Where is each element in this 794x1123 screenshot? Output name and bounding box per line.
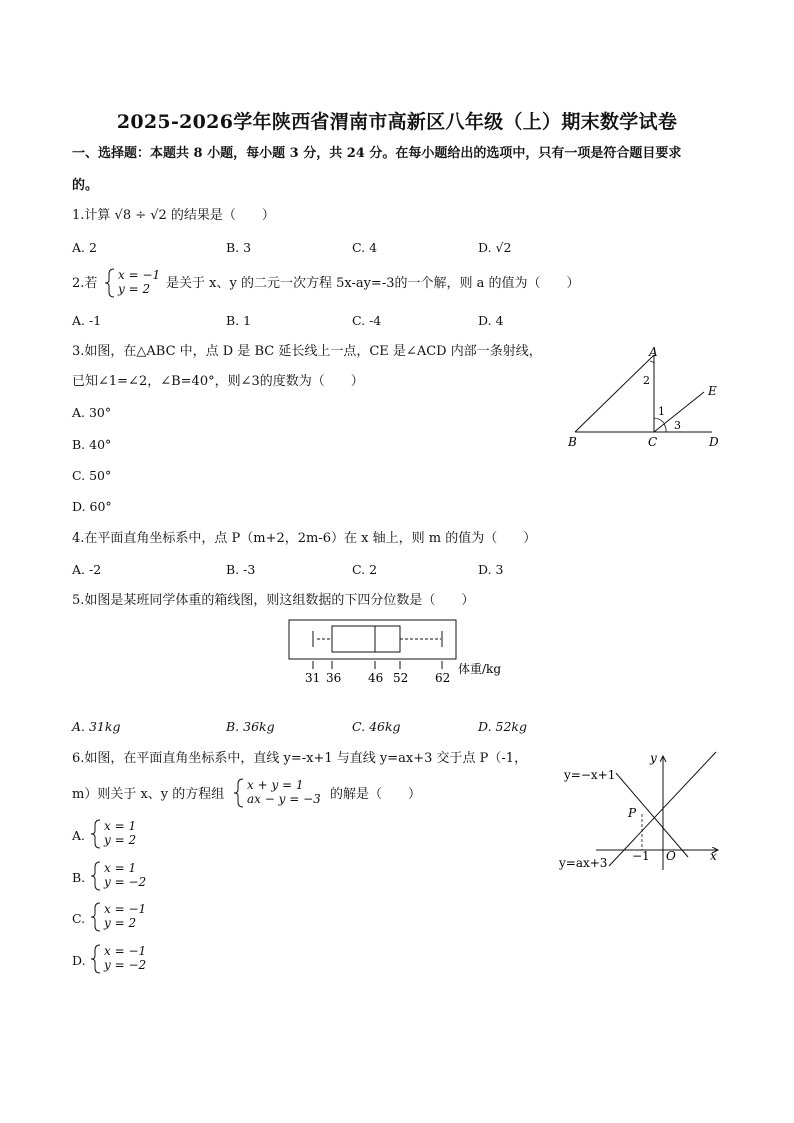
angle2-arc bbox=[650, 361, 654, 363]
q6-option-c[interactable] bbox=[90, 902, 150, 932]
q6-option-d[interactable] bbox=[90, 944, 150, 974]
brace-icon bbox=[90, 944, 102, 974]
q2-option-b[interactable]: B. 1 bbox=[226, 313, 252, 328]
q2-sys-line2: y = 2 bbox=[118, 282, 151, 296]
q1-stem: 1.计算 √8 ÷ √2 的结果是（ ） bbox=[72, 208, 275, 223]
angle3-arc bbox=[664, 424, 666, 432]
q6-c-line1: x = −1 bbox=[104, 902, 147, 916]
q1-option-c[interactable]: C. 4 bbox=[352, 240, 378, 255]
q2-sys-line1: x = −1 bbox=[118, 268, 161, 282]
tick-label-36: 36 bbox=[326, 671, 342, 685]
q6-equation-system bbox=[233, 778, 328, 808]
label-p: P bbox=[628, 806, 637, 820]
brace-icon bbox=[233, 778, 245, 808]
q3-option-d[interactable]: D. 60° bbox=[72, 499, 112, 514]
q2-option-c[interactable]: C. -4 bbox=[352, 313, 382, 328]
brace-icon bbox=[104, 268, 116, 298]
q6-sys-line1: x + y = 1 bbox=[247, 778, 304, 792]
q2-prefix: 2.若 bbox=[72, 276, 98, 291]
q6-d-line2: y = −2 bbox=[104, 958, 147, 972]
label-d: D bbox=[709, 435, 719, 449]
q6-stem-line1: 6.如图，在平面直角坐标系中，直线 y=-x+1 与直线 y=ax+3 交于点 P（-1， bbox=[72, 751, 528, 766]
q1-option-b[interactable]: B. 3 bbox=[226, 240, 252, 255]
q6-option-b-label[interactable]: B. bbox=[72, 870, 86, 885]
q5-option-c[interactable]: C. 46kg bbox=[352, 719, 401, 734]
label-line1: y=−x+1 bbox=[564, 768, 616, 782]
q6-option-a-label[interactable]: A. bbox=[72, 828, 86, 843]
q5-option-b[interactable]: B. 36kg bbox=[226, 719, 275, 734]
label-b: B bbox=[568, 435, 577, 449]
q3-stem-line2: 已知∠1=∠2，∠B=40°，则∠3的度数为（ ） bbox=[72, 374, 364, 389]
tick-label-31: 31 bbox=[305, 671, 321, 685]
q4-stem: 4.在平面直角坐标系中，点 P（m+2，2m-6）在 x 轴上，则 m 的值为（ ） bbox=[72, 531, 537, 546]
q4-option-d[interactable]: D. 3 bbox=[478, 562, 504, 577]
q2-stem: 是关于 x、y 的二元一次方程 5x-ay=-3的一个解，则 a 的值为（ ） bbox=[166, 276, 580, 291]
q6-stem-line2-post: 的解是（ ） bbox=[330, 787, 422, 802]
q6-option-b[interactable] bbox=[90, 861, 150, 891]
q3-option-b[interactable]: B. 40° bbox=[72, 437, 112, 452]
q5-option-a[interactable]: A. 31kg bbox=[72, 719, 121, 734]
label-o: O bbox=[666, 849, 676, 863]
q6-d-line1: x = −1 bbox=[104, 944, 147, 958]
q3-option-a[interactable]: A. 30° bbox=[72, 405, 112, 420]
line-y-neg-x-plus-1 bbox=[616, 773, 688, 857]
q5-stem: 5.如图是某班同学体重的箱线图，则这组数据的下四分位数是（ ） bbox=[72, 593, 475, 608]
q4-option-b[interactable]: B. -3 bbox=[226, 562, 256, 577]
q4-option-c[interactable]: C. 2 bbox=[352, 562, 378, 577]
label-c: C bbox=[648, 435, 658, 449]
label-angle3: 3 bbox=[674, 419, 681, 432]
q6-stem-line2-pre: m）则关于 x、y 的方程组 bbox=[72, 787, 225, 802]
q6-option-c-label[interactable]: C. bbox=[72, 911, 86, 926]
line-ab bbox=[575, 355, 654, 432]
brace-icon bbox=[90, 819, 102, 849]
section-header: 一、选择题：本题共 8 小题，每小题 3 分，共 24 分。在每小题给出的选项中，只有一项是符合题目要求 bbox=[72, 146, 682, 161]
page-title: 2025-2026学年陕西省渭南市高新区八年级（上）期末数学试卷 bbox=[116, 111, 678, 133]
angle1-arc bbox=[654, 418, 664, 423]
label-a: A bbox=[649, 345, 658, 359]
q6-option-a[interactable] bbox=[90, 819, 150, 849]
section-header-cont: 的。 bbox=[72, 178, 99, 193]
q3-option-c[interactable]: C. 50° bbox=[72, 468, 112, 483]
label-angle1: 1 bbox=[658, 405, 665, 418]
q2-option-a[interactable]: A. -1 bbox=[72, 313, 102, 328]
q6-b-line2: y = −2 bbox=[104, 875, 147, 889]
q6-sys-line2: ax − y = −3 bbox=[247, 792, 321, 806]
tick-label-62: 62 bbox=[435, 671, 451, 685]
tick-label-52: 52 bbox=[393, 671, 409, 685]
label-neg1: −1 bbox=[632, 849, 650, 863]
q1-option-d[interactable]: D. √2 bbox=[478, 240, 512, 255]
q6-option-d-label[interactable]: D. bbox=[72, 953, 86, 968]
q5-boxplot-figure bbox=[285, 615, 520, 687]
q2-option-d[interactable]: D. 4 bbox=[478, 313, 504, 328]
q3-triangle-figure bbox=[560, 340, 730, 455]
q4-option-a[interactable]: A. -2 bbox=[72, 562, 102, 577]
tick-label-46: 46 bbox=[368, 671, 384, 685]
axis-label: 体重/kg bbox=[458, 662, 501, 676]
label-y: y bbox=[650, 751, 657, 765]
brace-icon bbox=[90, 861, 102, 891]
q2-equation-system bbox=[104, 268, 164, 298]
q6-a-line2: y = 2 bbox=[104, 833, 137, 847]
brace-icon bbox=[90, 902, 102, 932]
q1-option-a[interactable]: A. 2 bbox=[72, 240, 97, 255]
q6-a-line1: x = 1 bbox=[104, 819, 137, 833]
label-line2: y=ax+3 bbox=[559, 856, 608, 870]
q6-b-line1: x = 1 bbox=[104, 861, 137, 875]
q6-coordinate-figure bbox=[556, 742, 736, 874]
label-x: x bbox=[710, 849, 717, 863]
q3-stem-line1: 3.如图，在△ABC 中，点 D 是 BC 延长线上一点，CE 是∠ACD 内部一条射线， bbox=[72, 344, 542, 359]
q6-c-line2: y = 2 bbox=[104, 916, 137, 930]
q5-option-d[interactable]: D. 52kg bbox=[478, 719, 528, 734]
label-angle2: 2 bbox=[643, 374, 650, 387]
box bbox=[332, 626, 400, 652]
label-e: E bbox=[708, 384, 717, 398]
